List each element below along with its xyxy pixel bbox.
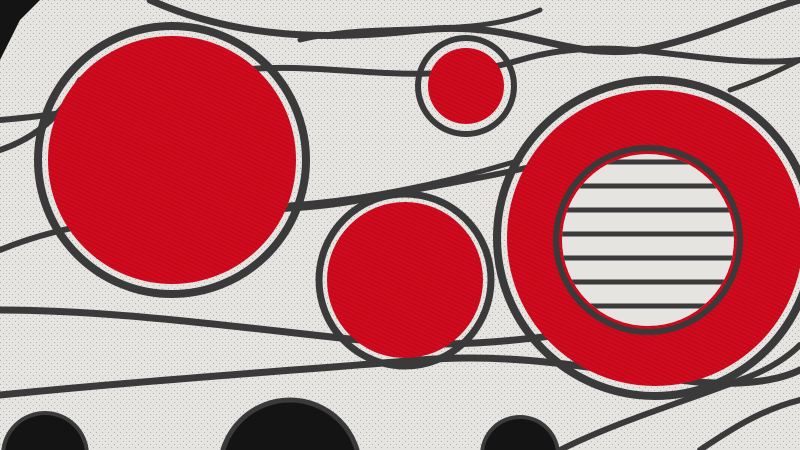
red-circle-small [418, 38, 514, 134]
red-circle-medium [319, 194, 491, 366]
red-circle-large [38, 26, 306, 294]
